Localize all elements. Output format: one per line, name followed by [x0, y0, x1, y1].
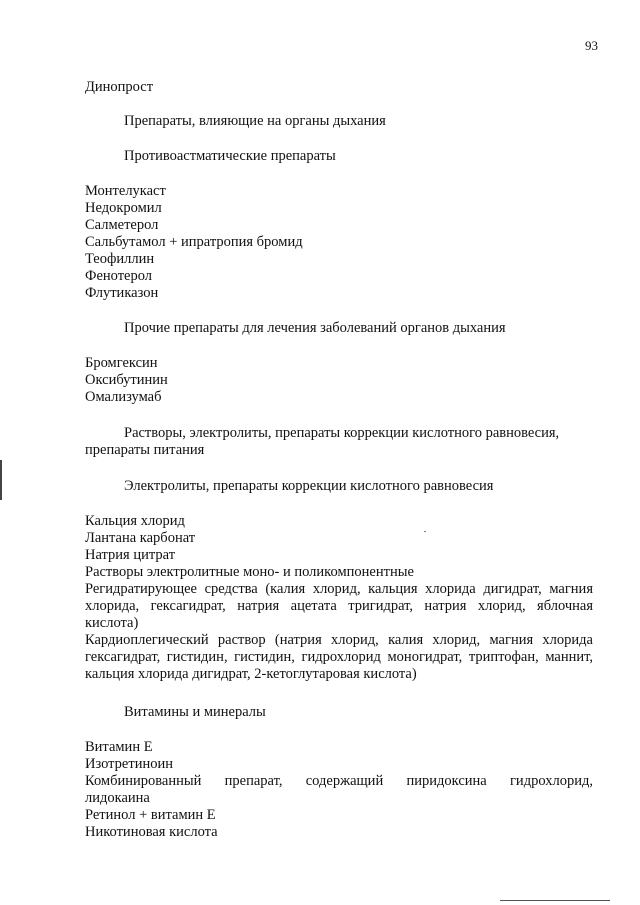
word: содержащий [305, 773, 384, 789]
list-item: Сальбутамол + ипратропия бромид [85, 234, 303, 250]
list-item: Оксибутинин [85, 372, 168, 388]
list-item-cardioplegic: Кардиоплегический раствор (натрия хлорид, калия хлорид, магния хлорида гексагидрат, гистидин, гистидин, гидрохлорид моногидрат, триптофан, маннит, кальция хлорида дигидрат, 2-кетоглутаровая кислота) [85, 632, 593, 682]
list-item: Монтелукаст [85, 183, 166, 199]
section-heading-respiratory: Препараты, влияющие на органы дыхания [124, 113, 386, 129]
list-item: Омализумаб [85, 389, 162, 405]
list-item: Изотретиноин [85, 756, 173, 772]
list-item: Кальция хлорид [85, 513, 185, 529]
word: гидрохлорид, [509, 773, 593, 789]
page-number: 93 [585, 38, 598, 53]
bottom-rule [500, 900, 610, 901]
list-item-combined [85, 773, 593, 790]
subsection-heading-other-respiratory: Прочие препараты для лечения заболеваний органов дыхания [124, 320, 506, 336]
section-heading-solutions: Растворы, электролиты, препараты коррекции кислотного равновесия, [124, 425, 560, 441]
list-item: Витамин Е [85, 739, 153, 755]
subsection-heading-electrolytes: Электролиты, препараты коррекции кислотного равновесия [124, 478, 494, 494]
list-item: Растворы электролитные моно- и поликомпонентные [85, 564, 414, 580]
list-item-combined-cont: лидокаина [85, 790, 150, 806]
subsection-heading-antiasthmatic: Противоастматические препараты [124, 148, 336, 164]
list-item: Бромгексин [85, 355, 158, 371]
list-item: Ретинол + витамин Е [85, 807, 216, 823]
list-item: Фенотерол [85, 268, 153, 284]
list-item: Никотиновая кислота [85, 824, 218, 840]
list-item-rehydrating: Регидратирующее средства (калия хлорид, кальция хлорида дигидрат, магния хлорида, гексагидрат, натрия ацетата тригидрат, натрия хлорид, яблочная кислота) [85, 581, 593, 631]
list-item: Недокромил [85, 200, 162, 216]
section-heading-vitamins: Витамины и минералы [124, 704, 266, 720]
word: препарат, [224, 773, 283, 789]
section-heading-solutions-cont: препараты питания [85, 442, 205, 458]
list-item: Салметерол [85, 217, 159, 233]
top-item: Динопрост [85, 79, 154, 95]
list-item: Флутиказон [85, 285, 159, 301]
list-item: Лантана карбонат [85, 530, 196, 546]
word: Комбинированный [85, 773, 202, 789]
list-item: Теофиллин [85, 251, 155, 267]
page-edge-mark [0, 460, 2, 500]
list-item: Натрия цитрат [85, 547, 176, 563]
word: пиридоксина [406, 773, 487, 789]
